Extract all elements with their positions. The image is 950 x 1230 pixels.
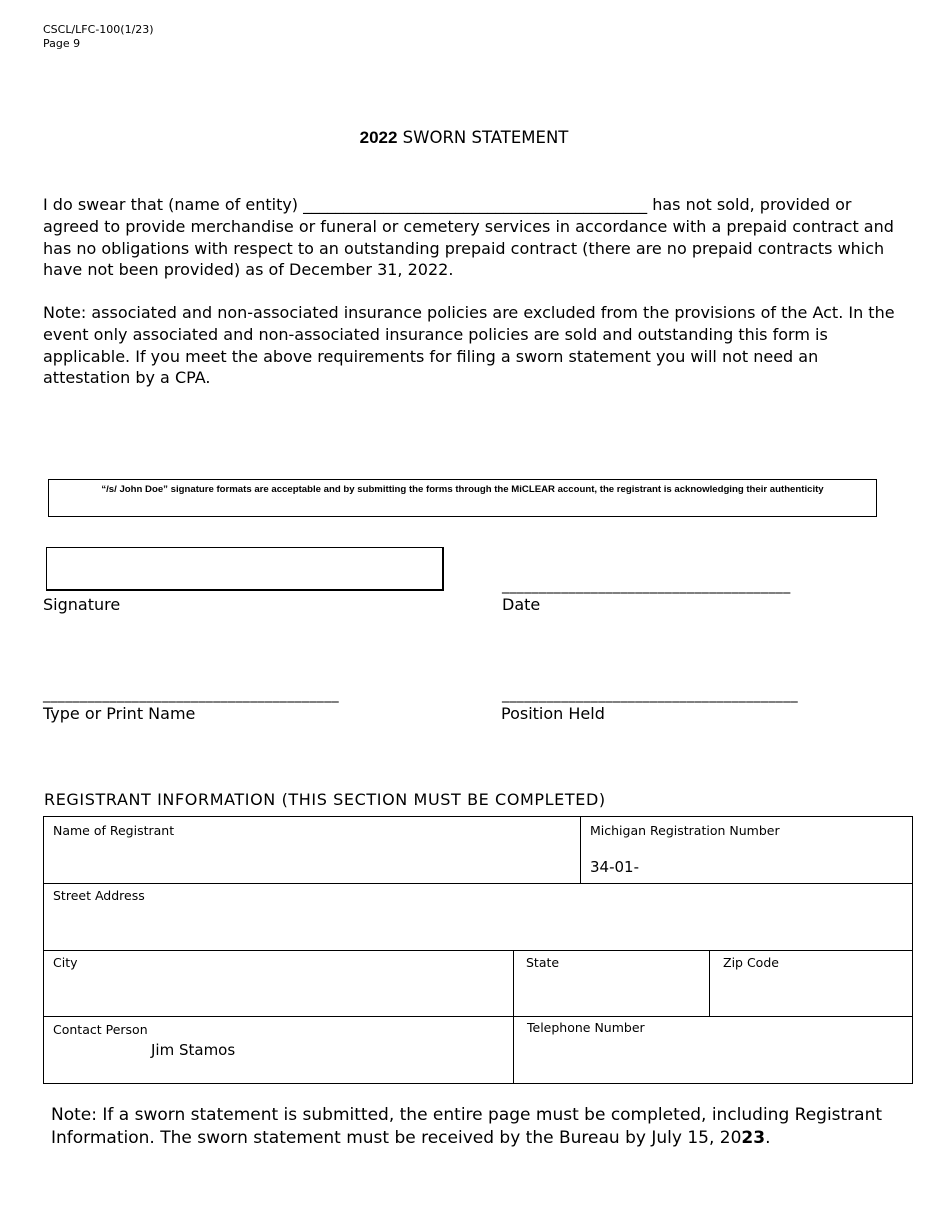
- telephone-cell[interactable]: [514, 1017, 912, 1083]
- date-label: Date: [502, 595, 541, 614]
- page-number: Page 9: [43, 37, 81, 50]
- registration-number-value: 34-01-: [590, 858, 639, 876]
- zip-code-label: Zip Code: [723, 955, 779, 970]
- city-label: City: [53, 955, 78, 970]
- title-text: SWORN STATEMENT: [397, 128, 569, 147]
- position-line[interactable]: ________________________________________: [502, 687, 798, 703]
- footer-note-text: Note: If a sworn statement is submitted, the entire page must be completed, including Registrant Information. The sworn statement must be received by the Bureau by July 15, 20: [51, 1105, 883, 1148]
- contact-person-label: Contact Person: [53, 1022, 148, 1037]
- title-year: 2022: [359, 128, 398, 147]
- date-line[interactable]: _______________________________________: [502, 578, 791, 594]
- signature-notice: “/s/ John Doe” signature formats are acceptable and by submitting the forms through the MiCLEAR account, the registrant is acknowledging their authenticity: [48, 479, 877, 517]
- sworn-statement: [43, 194, 903, 281]
- state-cell[interactable]: [514, 951, 709, 1016]
- registrant-name-label: Name of Registrant: [53, 823, 175, 838]
- print-name-label: Type or Print Name: [43, 704, 196, 723]
- registrant-section-title: REGISTRANT INFORMATION (THIS SECTION MUST BE COMPLETED): [44, 790, 606, 809]
- street-address-cell[interactable]: [44, 884, 912, 950]
- state-label: State: [526, 955, 560, 970]
- telephone-label: Telephone Number: [527, 1020, 645, 1035]
- page-title: [0, 128, 928, 148]
- city-cell[interactable]: [44, 951, 513, 1016]
- form-id: CSCL/LFC-100(1/23): [43, 23, 154, 36]
- statement-lead: I do swear that (name of entity): [43, 195, 304, 214]
- contact-person-cell[interactable]: [44, 1017, 513, 1083]
- contact-person-value: Jim Stamos: [151, 1041, 236, 1059]
- registrant-name-cell[interactable]: [44, 817, 580, 883]
- footer-note: [51, 1104, 921, 1149]
- footer-note-end: .: [765, 1127, 771, 1148]
- signature-field[interactable]: [46, 547, 444, 591]
- registration-number-label: Michigan Registration Number: [590, 823, 780, 838]
- print-name-line[interactable]: ________________________________________: [43, 687, 339, 703]
- statement-rest: has not sold, provided or agreed to provide merchandise or funeral or cemetery services in accordance with a prepaid contract and has no obligations with respect to an outstanding prepaid contract (there are no prepaid contracts which have not been provided) as of December 31, 2022.: [43, 195, 894, 280]
- signature-label: Signature: [43, 595, 121, 614]
- registrant-table: [43, 816, 913, 1084]
- zip-code-cell[interactable]: [710, 951, 912, 1016]
- footer-note-year: 23: [741, 1127, 766, 1148]
- position-label: Position Held: [501, 704, 605, 723]
- registration-number-cell[interactable]: [581, 817, 912, 883]
- entity-name-blank[interactable]: ___________________________________________: [303, 195, 648, 214]
- form-header: [43, 23, 154, 51]
- street-address-label: Street Address: [53, 888, 145, 903]
- insurance-note: Note: associated and non-associated insurance policies are excluded from the provisions of the Act. In the event only associated and non-associated insurance policies are sold and outstanding this form is applicable. If you meet the above requirements for filing a sworn statement you will not need an attestation by a CPA.: [43, 303, 895, 388]
